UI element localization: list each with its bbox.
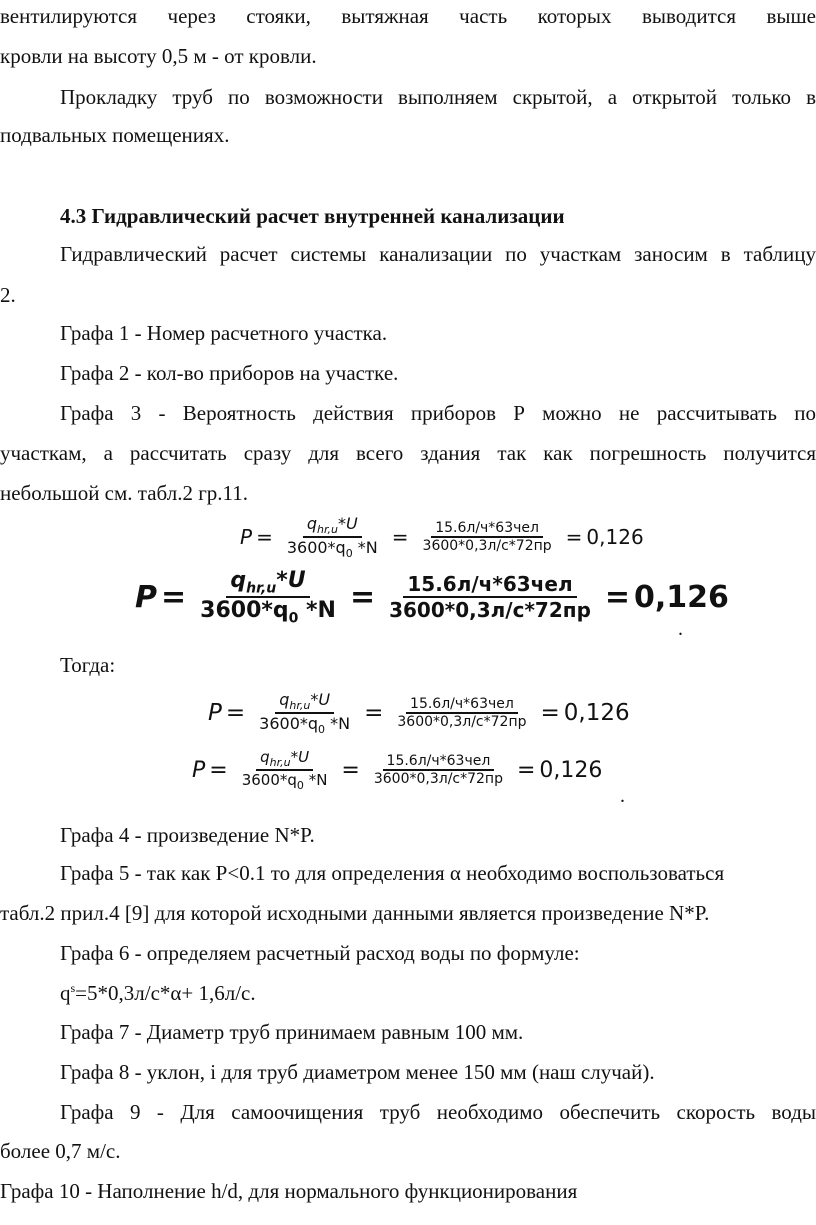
text-line: Графа 5 - так как P<0.1 то для определения α необходимо воспользоваться (60, 861, 725, 885)
formula-equals: = (364, 700, 384, 727)
formula-lhs: P (135, 579, 157, 615)
formula-fraction: $\frac{q_{hr,u}*U}{3600*q_0 *N}$ (200, 568, 336, 627)
text-line: Графа 2 - кол-во приборов на участке. (60, 361, 399, 385)
formula-equals: = (161, 579, 187, 615)
text-line: Графа 3 - Вероятность действия приборов Р можно не рассчитывать по (60, 401, 816, 425)
text-line: участкам, а рассчитать сразу для всего здания так как погрешность получится (0, 441, 816, 465)
section-heading: 4.3 Гидравлический расчет внутренней канализации (60, 204, 565, 228)
formula-equals: = (391, 525, 409, 550)
formula-fraction: $\frac{\text{15.6л/ч*63чел}}{3600*0,3л/с*72пр}$ (389, 572, 591, 623)
formula-lhs: P (192, 757, 206, 783)
probability-formula (240, 514, 644, 560)
text-line: Графа 4 - произведение N*P. (60, 823, 315, 847)
text-line: Графа 9 - Для самоочищения труб необходимо обеспечить скорость воды (60, 1100, 816, 1124)
formula-equals: = (516, 757, 536, 783)
formula-result: 0,126 (539, 757, 603, 783)
formula-lhs: P (240, 525, 253, 550)
period: . (620, 785, 625, 807)
formula-equals: = (256, 525, 273, 550)
flow-formula: $q^s=5*0,3л/с*\alpha+ 1,6л/с$. (60, 981, 256, 1005)
formula-fraction: $\frac{\text{15.6л/ч*63чел}}{3600*0,3л/с*72пр}$ (373, 753, 503, 787)
text-line: Тогда: (60, 653, 116, 677)
text-line: кровли на высоту 0,5 м - от кровли. (0, 44, 317, 68)
text-line: Прокладку труб по возможности выполняем скрытой, а открытой только в (60, 85, 816, 109)
text-line: Графа 7 - Диаметр труб принимаем равным 100 мм. (60, 1020, 524, 1044)
text-line: Гидравлический расчет системы канализации по участкам заносим в таблицу (60, 242, 816, 266)
text-line: Графа 6 - определяем расчетный расход воды по формуле: (60, 941, 580, 965)
formula-result: 0,126 (563, 700, 630, 727)
formula-equals: = (225, 700, 246, 727)
probability-formula (135, 568, 729, 627)
text-line: вентилируются через стояки, вытяжная часть которых выводится выше (0, 4, 816, 28)
text-line: Графа 1 - Номер расчетного участка. (60, 321, 388, 345)
formula-fraction: $\frac{\text{15.6л/ч*63чел}}{3600*0,3л/с*72пр}$ (397, 696, 527, 731)
formula-fraction: $\frac{q_{hr,u}*U}{3600*q_0 *N}$ (286, 514, 378, 561)
text-line: небольшой см. табл.2 гр.11. (0, 481, 249, 505)
formula-result: 0,126 (634, 579, 729, 615)
text-line: Графа 8 - уклон, i для труб диаметром менее 150 мм (наш случай). (60, 1060, 655, 1084)
formula-equals: = (604, 579, 631, 615)
text-line: подвальных помещениях. (0, 123, 230, 147)
formula-fraction: $\frac{q_{hr,u}*U}{3600*q_0 *N}$ (241, 748, 328, 792)
text-line: Графа 10 - Наполнение h/d, для нормального функционирования (0, 1179, 578, 1203)
formula-equals: = (209, 757, 228, 783)
formula-equals: = (565, 525, 583, 550)
probability-formula (192, 748, 602, 792)
formula-equals: = (341, 757, 360, 783)
formula-result: 0,126 (586, 525, 644, 550)
text-line: более 0,7 м/с. (0, 1139, 121, 1163)
formula-equals: = (349, 579, 376, 615)
formula-fraction: $\frac{q_{hr,u}*U}{3600*q_0 *N}$ (259, 690, 351, 737)
text-line: табл.2 прил.4 [9] для которой исходными данными является произведение N*P. (0, 901, 710, 925)
period: . (678, 618, 683, 640)
formula-equals: = (540, 700, 560, 727)
text-line: 2. (0, 283, 16, 307)
formula-fraction: $\frac{\text{15.6л/ч*63чел}}{3600*0,3л/с*72пр}$ (422, 520, 552, 555)
probability-formula (208, 690, 630, 736)
formula-lhs: P (208, 700, 222, 727)
